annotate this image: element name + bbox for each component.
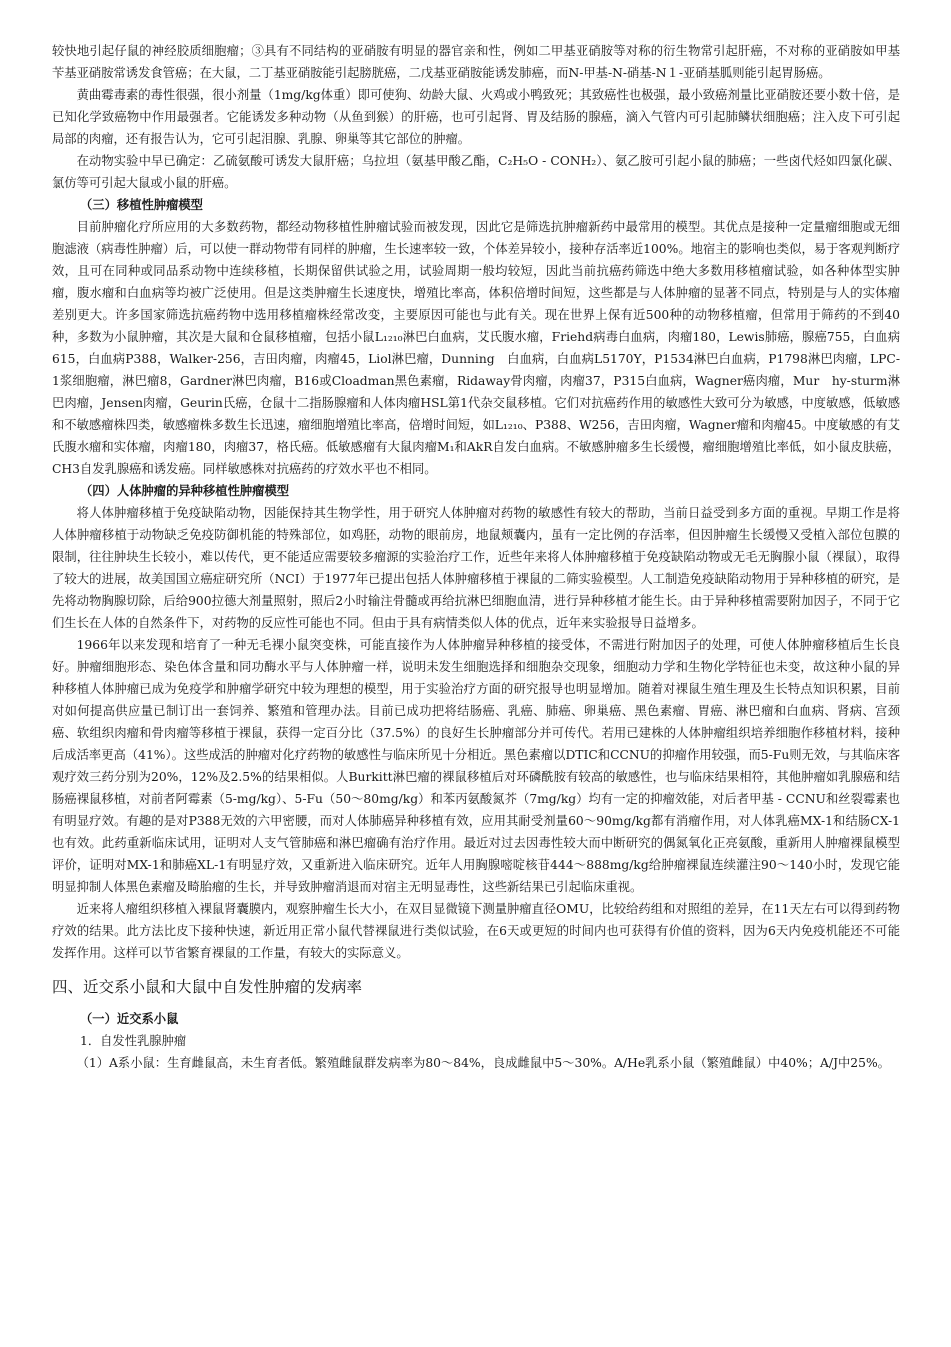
paragraph: 在动物实验中早已确定：乙硫氨酸可诱发大鼠肝癌；乌拉坦（氨基甲酸乙酯，C₂H₅O - CONH₂）、氨乙胺可引起小鼠的肺癌；一些卤代烃如四氯化碳、氯仿等可引起大鼠或小鼠的肝癌。 [52, 154, 900, 190]
document-page [52, 40, 900, 1074]
list-item: 1．自发性乳腺肿瘤 [80, 1034, 187, 1048]
paragraph: 将人体肿瘤移植于免疫缺陷动物，因能保持其生物学性，用于研究人体肿瘤对药物的敏感性有较大的帮助，当前日益受到多方面的重视。早期工作是将人体肿瘤移植于动物缺乏免疫防御机能的特殊部位，如鸡胚，动物的眼前房，地鼠颊囊内，虽有一定比例的存活率，但因肿瘤生长缓慢又受植入部位包膜的限制，往往肿块生长较小，难以传代，更不能适应需要较多瘤源的实验治疗工作，近些年来将人体肿瘤移植于免疫缺陷动物或无毛无胸腺小鼠（裸鼠），取得了较大的进展，故美国国立癌症研究所（NCI）于1977年已提出包括人体肿瘤移植于裸鼠的二筛实验模型。人工制造免疫缺陷动物用于异种移植的研究，是先将动物胸腺切除，后给900拉德大剂量照射，照后2小时输注骨髓或再给抗淋巴细胞血清，进行异种移植才能生长。由于异种移植需要附加因子，不同于它们生长在人体的自然条件下，对药物的反应性可能也不同。但由于具有病情类似人体的优点，近年来实验报导日益增多。 [52, 506, 900, 630]
section-title: 四、近交系小鼠和大鼠中自发性肿瘤的发病率 [52, 978, 363, 996]
paragraph: 黄曲霉毒素的毒性很强，很小剂量（1mg/kg体重）即可使狗、幼龄大鼠、火鸡或小鸭致死；其致癌性也极强，最小致癌剂量比亚硝胺还要小数十倍，是已知化学致癌物中作用最强者。它能诱发多种动物（从鱼到猴）的肝癌，也可引起肾、胃及结肠的腺癌，滴入气管内可引起肺鳞状细胞癌；注入皮下可引起局部的肉瘤，还有报告认为，它可引起泪腺、乳腺、卵巢等其它部位的肿瘤。 [52, 88, 900, 146]
subheading: （一）近交系小鼠 [80, 1012, 179, 1026]
paragraph: 1966年以来发现和培育了一种无毛裸小鼠突变株，可能直接作为人体肿瘤异种移植的接受体，不需进行附加因子的处理，可使人体肿瘤移植后生长良好。肿瘤细胞形态、染色体含量和同功酶水平与人体肿瘤一样，说明未发生细胞选择和细胞杂交现象，细胞动力学和生物化学特征也未变，故这种小鼠的异种移植人体肿瘤已成为免疫学和肿瘤学研究中较为理想的模型，用于实验治疗方面的研究报导也明显增加。随着对裸鼠生殖生理及生长特点知识积累，目前对如何提高供应量已制订出一套饲养、繁殖和管理办法。目前已成功把将结肠癌、乳癌、肺癌、卵巢癌、黑色素瘤、胃癌、淋巴瘤和白血病、肾病、宫颈癌、软组织肉瘤和骨肉瘤等移植于裸鼠，获得一定百分比（37.5%）的良好生长肿瘤部分并可传代。若用已建株的人体肿瘤组织培养细胞作移植材料，接种后成活率更高（41%）。这些成活的肿瘤对化疗药物的敏感性与临床所见十分相近。黑色素瘤以DTIC和CCNU的抑瘤作用较强，而5-Fu则无效，与其临床客观疗效三药分别为20%，12%及2.5%的结果相似。人Burkitt淋巴瘤的裸鼠移植后对环磷酰胺有较高的敏感性，也与临床结果相符，其他肿瘤如乳腺癌和结肠癌裸鼠移植，对前者阿霉素（5-mg/kg）、5-Fu（50～80mg/kg）和苯丙氨酸氮芥（7mg/kg）均有一定的抑瘤效能，对后者甲基 - CCNU和丝裂霉素也有明显疗效。有趣的是对P388无效的六甲密腰，而对人体肺癌异种移植有效，应用其耐受剂量60～90mg/kg都有消瘤作用，对人体乳癌MX-1和结肠CX-1也有效。此药重新临床试用，证明对人支气管肺癌和淋巴瘤确有治疗作用。最近对过去因毒性较大而中断研究的偶氮氧化正亮氨酸，重新用人肿瘤裸鼠模型评价，证明对MX-1和肺癌XL-1有明显疗效，又重新进入临床研究。近年人用胸腺嘧啶核苷444～888mg/kg给肿瘤裸鼠连续灌注90～140小时，发现它能明显抑制人体黑色素瘤及畸胎瘤的生长，并导致肿瘤消退而对宿主无明显毒性，这些新结果已引起临床重视。 [52, 638, 900, 894]
paragraph: 较快地引起仔鼠的神经胶质细胞瘤；③具有不同结构的亚硝胺有明显的器官亲和性，例如二甲基亚硝胺等对称的衍生物常引起肝癌，不对称的亚硝胺如甲基苄基亚硝胺常诱发食管癌；在大鼠，二丁基亚硝胺能引起膀胱癌，二戊基亚硝胺能诱发肺癌，而N-甲基-N-硝基-N１-亚硝基胍则能引起胃肠癌。 [52, 44, 900, 80]
subheading: （三）移植性肿瘤模型 [80, 198, 203, 212]
paragraph: 目前肿瘤化疗所应用的大多数药物，都经动物移植性肿瘤试验而被发现，因此它是筛选抗肿瘤新药中最常用的模型。其优点是接种一定量瘤细胞或无细胞滤液（病毒性肿瘤）后，可以使一群动物带有同样的肿瘤，生长速率较一致，个体差异较小，接种存活率近100%。地宿主的影响也类似，易于客观判断疗效，且可在同种或同品系动物中连续移植，长期保留供试验之用，试验周期一般均较短，因此当前抗癌药筛选中绝大多数用移植瘤试验，如各种体型实肿瘤，腹水瘤和白血病等均被广泛使用。但是这类肿瘤生长速度快，增殖比率高，体积倍增时间短，这些都是与人体肿瘤的显著不同点，特别是与人的实体瘤差别更大。许多国家筛选抗癌药物中选用移植瘤株经常改变，主要原因可能也与此有关。现在世界上保有近500种的动物移植瘤，但常用于筛药的不到40种，多数为小鼠肿瘤，其次是大鼠和仓鼠移植瘤，包括小鼠L₁₂₁₀淋巴白血病，艾氏腹水瘤，Friehd病毒白血病，肉瘤180，Lewis肺癌，腺癌755，白血病615，白血病P388，Walker-256，吉田肉瘤，肉瘤45，Liol淋巴瘤，Dunning 白血病，白血病L5170Y，P1534淋巴白血病，P1798淋巴肉瘤，LPC-1浆细胞瘤，淋巴瘤8，Gardner淋巴肉瘤，B16或Cloadman黑色素瘤，Ridaway骨肉瘤，肉瘤37，P315白血病，Wagner癌肉瘤，Mur hy-sturm淋巴肉瘤，Jensen肉瘤，Geurin氏癌，仓鼠十二指肠腺瘤和人体肉瘤HSL第1代杂交鼠移植。它们对抗癌药作用的敏感性大致可分为敏感，中度敏感，低敏感和不敏感瘤株四类，敏感瘤株多数生长迅速，瘤细胞增殖比率高，倍增时间短，如L₁₂₁₀、P388、W256，吉田肉瘤，Wagner瘤和肉瘤45。中度敏感的有艾氏腹水瘤和实体瘤，肉瘤180，肉瘤37，格氏癌。低敏感瘤有大鼠肉瘤M₁和AkR自发白血病。不敏感肿瘤多生长缓慢，瘤细胞增殖比率低，如小鼠皮肤癌，CH3自发乳腺癌和诱发癌。同样敏感株对抗癌药的疗效水平也不相同。 [52, 220, 900, 476]
subheading: （四）人体肿瘤的异种移植性肿瘤模型 [80, 484, 290, 498]
paragraph: 近来将人瘤组织移植入裸鼠肾囊膜内，观察肿瘤生长大小，在双目显微镜下测量肿瘤直径OMU，比较给药组和对照组的差异，在11天左右可以得到药物疗效的结果。此方法比皮下接种快速，新近用正常小鼠代替裸鼠进行类似试验，在6天或更短的时间内也可获得有价值的资料，因为6天内免疫机能还不可能发挥作用。这样可以节省繁育裸鼠的工作量，有较大的实际意义。 [52, 902, 900, 960]
list-item: （1）A系小鼠：生育雌鼠高，未生育者低。繁殖雌鼠群发病率为80～84%，良成雌鼠中5～30%。A/He乳系小鼠（繁殖雌鼠）中40%；A/J中25%。 [76, 1056, 890, 1070]
